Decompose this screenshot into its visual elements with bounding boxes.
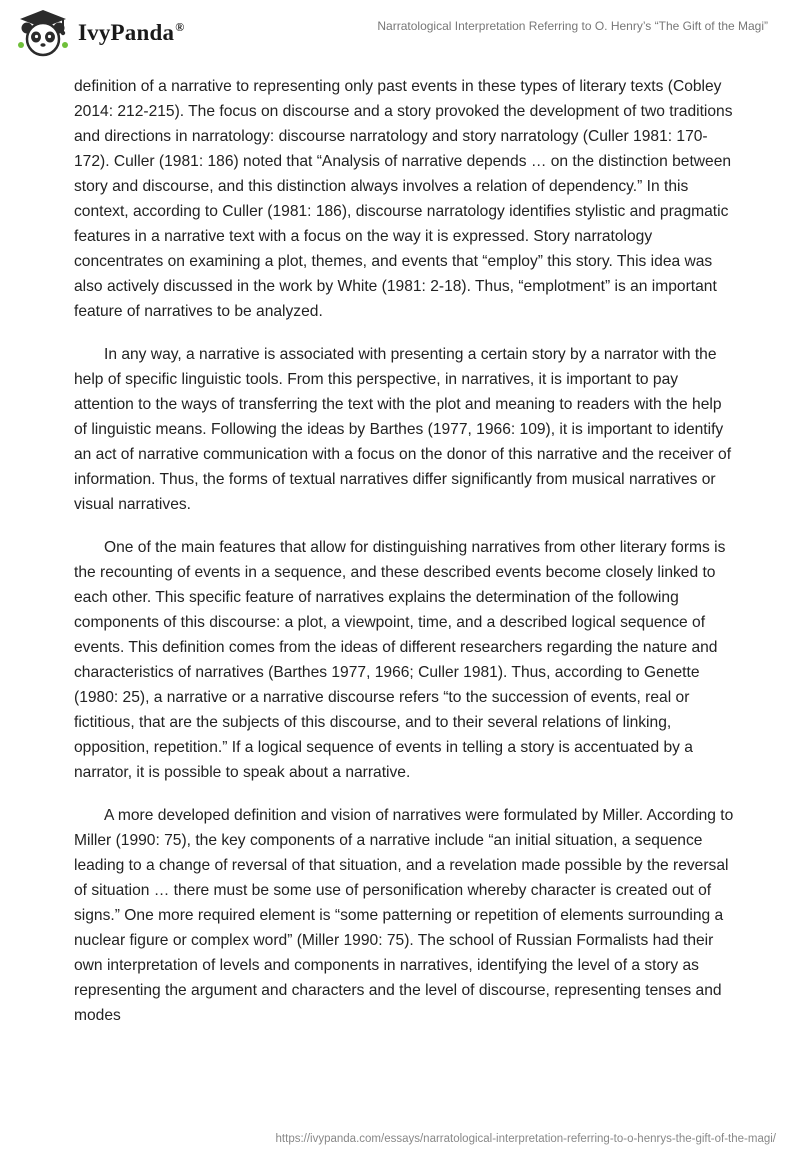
- ivypanda-logo[interactable]: [14, 8, 184, 58]
- essay-body: [74, 74, 734, 1046]
- document-title: Narratological Interpretation Referring to O. Henry’s “The Gift of the Magi”: [377, 19, 768, 33]
- paragraph: In any way, a narrative is associated with presenting a certain story by a narrator with the help of specific linguistic tools. From this perspective, in narratives, it is important to pay attention to the ways of transferring the text with the plot and meaning to readers with the help of linguistic means. Following the ideas by Barthes (1977, 1966: 109), it is important to identify an act of narrative communication with a focus on the donor of this narrative and the receiver of information. Thus, the forms of textual narratives differ significantly from musical narratives or visual narratives.: [74, 346, 732, 513]
- paragraph: A more developed definition and vision of narratives were formulated by Miller. According to Miller (1990: 75), the key components of a narrative include “an initial situation, a sequence leading to a change of reversal of that situation, and a revelation made possible by the reversal of situation … there must be some use of personification whereby character is created out of signs.” One more required element is “some patterning or repetition of elements surrounding a nuclear figure or complex word” (Miller 1990: 75). The school of Russian Formalists had their own interpretation of levels and components in narratives, identifying the level of a story as representing the argument and characters and the level of discourse, representing tenses and modes: [74, 807, 734, 1024]
- paragraph: definition of a narrative to representing only past events in these types of literary texts (Cobley 2014: 212-215). The focus on discourse and a story provoked the development of two traditions and directions in narratology: discourse narratology and story narratology (Culler 1981: 170-172). Culler (1981: 186) noted that “Analysis of narrative depends … on the distinction between story and discourse, and this distinction always involves a relation of dependency.” In this context, according to Culler (1981: 186), discourse narratology identifies stylistic and pragmatic features in a narrative text with a focus on the way it is expressed. Story narratology concentrates on examining a plot, themes, and events that “employ” this story. This idea was also actively discussed in the work by White (1981: 2-18). Thus, “emplotment” is an important feature of narratives to be analyzed.: [74, 78, 733, 320]
- panda-graduate-icon: [14, 8, 72, 58]
- brand-name: IvyPanda®: [78, 20, 185, 45]
- page-url[interactable]: https://ivypanda.com/essays/narratological-interpretation-referring-to-o-henrys-the-gift-of-the-magi/: [275, 1133, 776, 1145]
- paragraph: One of the main features that allow for distinguishing narratives from other literary forms is the recounting of events in a sequence, and these described events become closely linked to each other. This specific feature of narratives explains the determination of the following components of this discourse: a plot, a viewpoint, time, and a described logical sequence of events. This definition comes from the ideas of different researchers regarding the nature and characteristics of narratives (Barthes 1977, 1966; Culler 1981). Thus, according to Genette (1980: 25), a narrative or a narrative discourse refers “to the succession of events, real or fictitious, that are the subjects of this discourse, and to their several relations of linking, opposition, repetition.” If a logical sequence of events in telling a story is accentuated by a narrator, it is possible to speak about a narrative.: [74, 539, 726, 781]
- page-header: [0, 0, 800, 70]
